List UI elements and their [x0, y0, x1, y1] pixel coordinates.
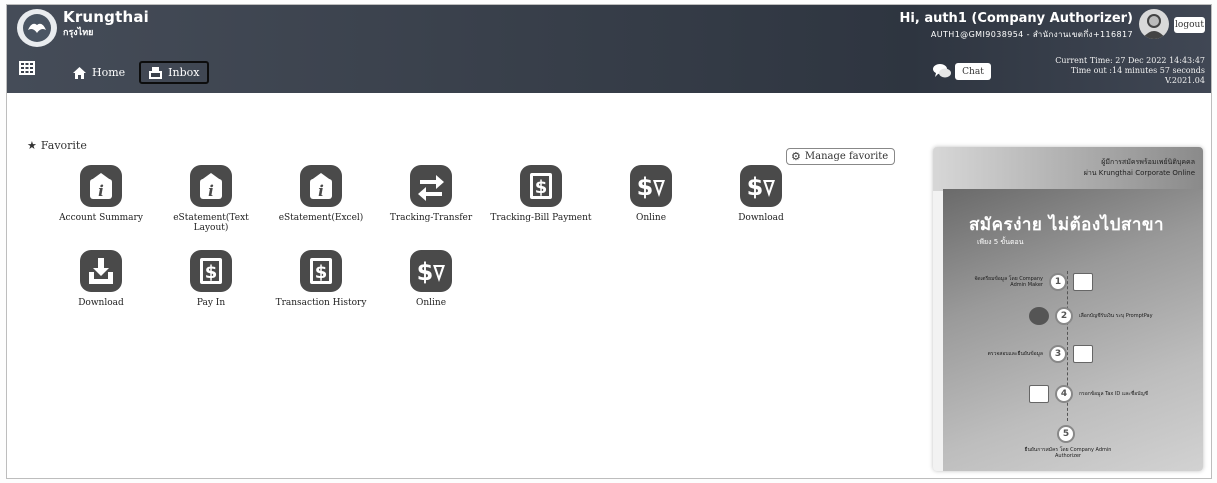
step-number: 5: [1057, 425, 1075, 443]
document-icon: [1073, 345, 1093, 363]
svg-text:i: i: [98, 182, 104, 200]
info-icon: [190, 165, 232, 207]
favorite-tile[interactable]: [46, 165, 156, 223]
nav-home[interactable]: [67, 62, 131, 83]
bird-logo-icon: [22, 13, 52, 43]
banner-steps-note: เพียง 5 ขั้นตอน: [977, 238, 1024, 246]
info-icon: [80, 165, 122, 207]
tile-label: Download: [78, 298, 124, 308]
step-number: 3: [1049, 345, 1067, 363]
favorite-tile[interactable]: [156, 165, 266, 233]
tile-label: Tracking-Bill Payment: [490, 213, 592, 223]
inbox-icon: [149, 67, 162, 79]
favorite-tile[interactable]: [376, 165, 486, 223]
svg-text:i: i: [208, 182, 214, 200]
favorite-heading: [27, 139, 87, 152]
brand: [63, 8, 149, 39]
tile-label: Pay In: [196, 298, 226, 308]
dollar-bill-icon: [300, 250, 342, 292]
krungthai-logo[interactable]: [17, 9, 57, 47]
header: [7, 5, 1211, 93]
tile-label: Online: [415, 298, 447, 308]
nav-inbox[interactable]: [139, 61, 209, 84]
step-4: [1029, 385, 1159, 403]
banner-subtitle-2: ผ่าน Krungthai Corporate Online: [1083, 169, 1195, 177]
star-icon: ★: [27, 139, 37, 152]
svg-text:$: $: [746, 173, 764, 201]
step-number: 1: [1049, 273, 1067, 291]
dollar-bill-icon: [520, 165, 562, 207]
user-avatar-icon: [1139, 9, 1169, 39]
chat-button[interactable]: Chat: [955, 63, 991, 80]
nav-home-label: Home: [92, 66, 126, 79]
current-time: Current Time: 27 Dec 2022 14:43:47: [1055, 56, 1205, 65]
tile-label: Transaction History: [275, 298, 367, 308]
svg-text:$: $: [636, 173, 654, 201]
menu-grid-icon[interactable]: [19, 61, 35, 75]
step-text: ตรวจสอบและยืนยันข้อมูล: [987, 351, 1043, 357]
banner-subtitle-1: ผู้มีการสมัครพร้อมเพย์นิติบุคคล: [1101, 158, 1195, 166]
step-number: 2: [1055, 307, 1073, 325]
favorite-title: Favorite: [40, 139, 87, 152]
dollar-online-icon: [410, 250, 452, 292]
favorite-tile[interactable]: [486, 165, 596, 223]
svg-text:$: $: [204, 262, 218, 283]
account-text: AUTH1@GMI9038954 - สำนักงานเขตกึ่ง+116817: [930, 30, 1133, 39]
version-text: V.2021.04: [1164, 76, 1205, 85]
info-icon: [300, 165, 342, 207]
favorite-tile[interactable]: [46, 250, 156, 308]
svg-text:$: $: [314, 262, 328, 283]
logout-button[interactable]: logout: [1174, 17, 1205, 33]
banner-header: [933, 147, 1203, 191]
id-card-icon: [1073, 273, 1093, 291]
manage-favorite-label: Manage favorite: [804, 151, 889, 162]
dollar-online-icon: [740, 165, 782, 207]
brand-thai: กรุงไทย: [63, 28, 94, 38]
app-frame: [6, 4, 1212, 479]
step-5: [1057, 425, 1075, 443]
tile-label: eStatement(Text Layout): [173, 213, 249, 233]
transfer-arrows-icon: [410, 165, 452, 207]
money-icon: [1029, 307, 1049, 325]
step-3: [963, 345, 1093, 363]
greeting-text: Hi, auth1 (Company Authorizer): [899, 11, 1133, 26]
step-number: 4: [1055, 385, 1073, 403]
tile-label: Download: [738, 213, 784, 223]
manage-favorite-button[interactable]: [786, 148, 895, 165]
chat-bubble-icon[interactable]: [933, 63, 951, 79]
avatar[interactable]: [1139, 9, 1169, 39]
top-nav: [67, 61, 209, 84]
favorite-tile[interactable]: [266, 165, 376, 223]
tile-label: Online: [635, 213, 667, 223]
favorite-tile[interactable]: [376, 250, 486, 308]
home-icon: [73, 67, 86, 79]
step-text: จัดเตรียมข้อมูล โดย Company Admin Maker: [974, 276, 1043, 288]
step-5-text: ยืนยันการสมัคร โดย Company Admin Authorizer: [1024, 447, 1112, 459]
gear-icon: ⚙: [791, 150, 801, 163]
step-text: กรอกข้อมูล Tax ID และชื่อบัญชี: [1079, 391, 1149, 397]
svg-text:$: $: [416, 258, 434, 286]
session-info: [1055, 56, 1205, 86]
brand-name: Krungthai: [63, 8, 150, 26]
favorite-tile[interactable]: [706, 165, 816, 223]
tile-label: Account Summary: [59, 213, 143, 223]
promptpay-banner[interactable]: [933, 147, 1203, 471]
timeout-text: Time out :14 minutes 57 seconds: [1070, 66, 1205, 75]
svg-text:$: $: [534, 177, 548, 198]
dollar-online-icon: [630, 165, 672, 207]
banner-title: สมัครง่าย ไม่ต้องไปสาขา: [969, 215, 1165, 235]
step-1: [963, 273, 1093, 291]
user-greeting: [900, 11, 1133, 41]
favorite-tile[interactable]: [156, 250, 266, 308]
tile-label: eStatement(Excel): [278, 213, 364, 223]
favorite-tile[interactable]: [266, 250, 376, 308]
dollar-bill-icon: [190, 250, 232, 292]
step-2: [1029, 307, 1159, 325]
nav-inbox-label: Inbox: [168, 66, 200, 79]
download-tray-icon: [80, 250, 122, 292]
form-icon: [1029, 385, 1049, 403]
step-text: เลือกบัญชีรับเงิน ระบุ PromptPay: [1079, 313, 1153, 319]
tile-label: Tracking-Transfer: [389, 213, 473, 223]
banner-body: [943, 189, 1203, 471]
svg-text:i: i: [318, 182, 324, 200]
favorite-tile[interactable]: [596, 165, 706, 223]
